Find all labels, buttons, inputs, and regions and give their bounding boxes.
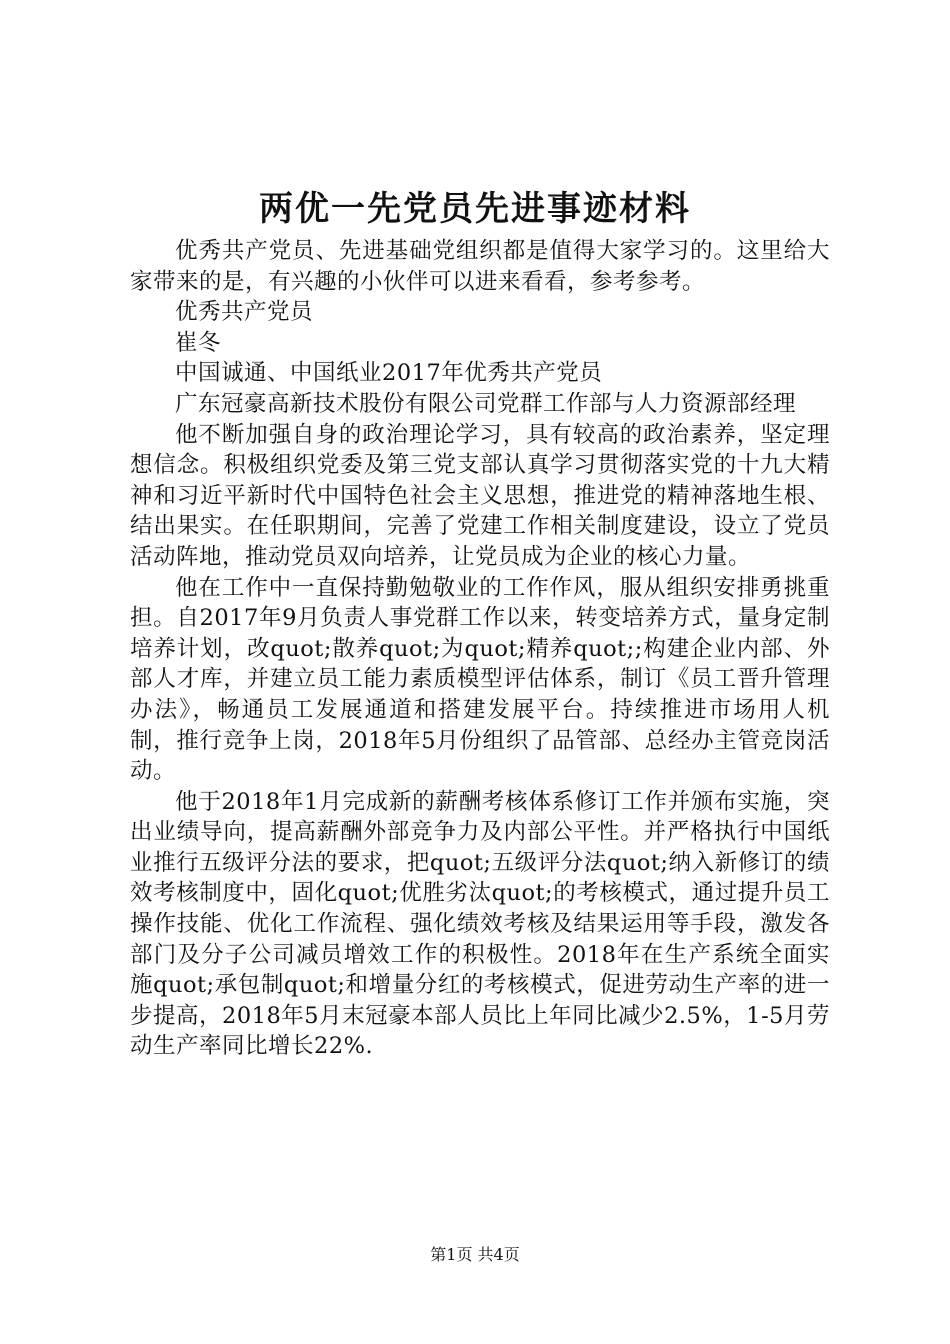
body-paragraph-political: 他不断加强自身的政治理论学习，具有较高的政治素养，坚定理想信念。积极组织党委及第三党支部认真学习贯彻落实党的十九大精神和习近平新时代中国特色社会主义思想，推进党的精神落地生根、结出果实。在任职期间，完善了党建工作相关制度建设，设立了党员活动阵地，推动党员双向培养，让党员成为企业的核心力量。: [130, 421, 830, 570]
document-title: 两优一先党员先进事迹材料: [259, 189, 691, 229]
body-paragraph-salary-reform: 他于2018年1月完成新的薪酬考核体系修订工作并颁布实施，突出业绩导向，提高薪酬外部竞争力及内部公平性。并严格执行中国纸业推行五级评分法的要求，把quot;五级评分法quot;纳入新修订的绩效考核制度中，固化quot;优胜劣汰quot;的考核模式，通过提升员工操作技能、优化工作流程、强化绩效考核及结果运用等手段，激发各部门及分子公司减员增效工作的积极性。2018年在生产系统全面实施quot;承包制quot;和增量分红的考核模式，促进劳动生产率的进一步提高，2018年5月末冠豪本部人员比上年同比减少2.5%，1-5月劳动生产率同比增长22%.: [130, 788, 830, 1060]
person-name-line: 崔冬: [175, 329, 222, 356]
honor-title-line: 优秀共产党员: [175, 299, 314, 326]
body-paragraph-work-style: 他在工作中一直保持勤勉敬业的工作作风，服从组织安排勇挑重担。自2017年9月负责人事党群工作以来，转变培养方式，量身定制培养计划，改quot;散养quot;为quot;精养quot;;构建企业内部、外部人才库，并建立员工能力素质模型评估体系，制订《员工晋升管理办法》，畅通员工发展通道和搭建发展平台。持续推进市场用人机制，推行竞争上岗，2018年5月份组织了品管部、总经办主管竞岗活动。: [130, 574, 830, 785]
position-line: 广东冠豪高新技术股份有限公司党群工作部与人力资源部经理: [175, 390, 797, 417]
award-line: 中国诚通、中国纸业2017年优秀共产党员: [175, 360, 603, 387]
document-body: [130, 236, 830, 1062]
page-footer: 第1页 共4页: [430, 1245, 520, 1264]
intro-paragraph: 优秀共产党员、先进基础党组织都是值得大家学习的。这里给大家带来的是，有兴趣的小伙伴可以进来看看，参考参考。: [130, 238, 830, 295]
